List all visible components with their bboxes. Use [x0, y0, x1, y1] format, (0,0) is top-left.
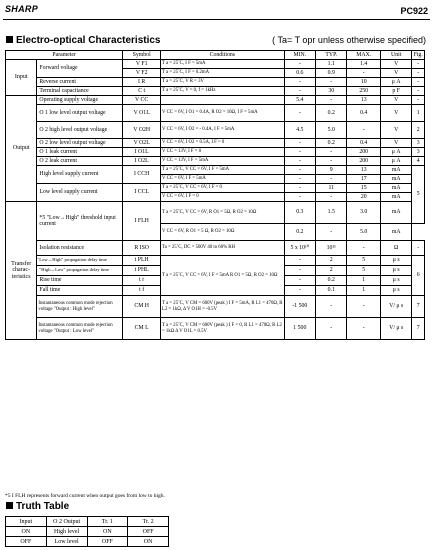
condition-cell: T a = 25˚C, I F = 5mA: [161, 60, 285, 69]
min-cell: -: [284, 276, 315, 286]
max-cell: -: [347, 69, 381, 78]
unit-cell: μ s: [380, 286, 411, 296]
part-number: PC922: [400, 6, 428, 16]
min-cell: -: [284, 157, 315, 166]
min-cell: -: [284, 87, 315, 96]
condition-cell: T a = 25˚C, V CM = 600V (peak ) I F = 0, R L1 = 470Ω, R L2 = 1kΩ Δ V O1L = 0.5V: [161, 318, 285, 340]
table-row: [6, 202, 425, 224]
param-text: "High→Low" propagation delay time: [39, 267, 109, 273]
square-bullet-icon: [6, 36, 13, 43]
truth-table-header: [6, 517, 169, 527]
table-row: [6, 122, 425, 139]
table-header-row: [6, 51, 425, 60]
min-cell: -: [284, 184, 315, 193]
max-cell: -: [347, 296, 381, 318]
condition-cell: T a = 25˚C, V CC = 6V, I F = 5mA: [161, 166, 285, 175]
unit-cell: mA: [380, 202, 411, 224]
param-cell: Instantaneous common mode rejection voltage "Output : Low level": [37, 318, 123, 340]
min-cell: -1 500: [284, 296, 315, 318]
truth-table-title-text: Truth Table: [16, 501, 70, 512]
table-row: [6, 318, 425, 340]
param-cell: Terminal capacitance: [37, 87, 123, 96]
table-cell: ON: [128, 537, 169, 547]
condition-cell: T a = 25˚C, V CC = 6V, R O1 = 5Ω, R O2 = 10Ω: [161, 202, 285, 224]
symbol-cell: I O2L: [123, 157, 161, 166]
condition-cell: T a = 25˚C, V CC = 6V, I F = 5mA R O1 = 5Ω, R O2 = 10Ω: [161, 256, 285, 296]
param-cell: O 1 leak current: [37, 148, 123, 157]
min-cell: -: [284, 175, 315, 184]
fig-cell: 7: [412, 296, 425, 318]
typ-cell: -: [316, 318, 347, 340]
condition-cell: V CC = 6V, I O1 = 0.4A, R O2 = 10Ω, I F = 5mA: [161, 105, 285, 122]
param-cell: *5 "Low→High" threshold input current: [37, 202, 123, 241]
condition-cell: Ta = 25˚C, DC = 500V 40 to 60% RH: [161, 241, 285, 256]
response-param-wrap: [37, 258, 122, 263]
fig-cell: 7: [412, 318, 425, 340]
condition-cell: T a = 25˚C, I F = 0.2mA: [161, 69, 285, 78]
param-cell: [37, 256, 123, 266]
symbol-cell: V O2H: [123, 122, 161, 139]
param-cell: High level supply current: [37, 166, 123, 184]
table-row: [6, 139, 425, 148]
param-cell: O 2 high level output voltage: [37, 122, 123, 139]
fig-cell: 5: [412, 166, 425, 224]
max-cell: 13: [347, 96, 381, 105]
typ-cell: 2: [316, 266, 347, 276]
truth-table-title: [6, 501, 69, 512]
typ-cell: 1.5: [316, 202, 347, 224]
symbol-cell: CM H: [123, 296, 161, 318]
param-cell: Reverse current: [37, 78, 123, 87]
condition-cell: [161, 96, 285, 105]
col-header: Conditions: [161, 51, 285, 60]
table-row: [6, 157, 425, 166]
max-cell: 5: [347, 256, 381, 266]
unit-cell: V/ μ s: [380, 318, 411, 340]
table-row: [6, 78, 425, 87]
unit-cell: mA: [380, 184, 411, 193]
condition-cell: V CC = 6V, R O1 = 5 Ω, R O2 = 10Ω: [161, 224, 285, 241]
max-cell: 5.0: [347, 224, 381, 241]
condition-cell: T a = 25˚C, V = 0, f = 1kHz: [161, 87, 285, 96]
symbol-cell: R ISO: [123, 241, 161, 256]
unit-cell: V: [380, 96, 411, 105]
min-cell: 4.5: [284, 122, 315, 139]
max-cell: 1: [347, 286, 381, 296]
typ-cell: -: [316, 148, 347, 157]
min-cell: -: [284, 286, 315, 296]
fig-cell: 3: [412, 139, 425, 148]
max-cell: 20: [347, 193, 381, 202]
typ-cell: 0.1: [316, 286, 347, 296]
max-cell: 1.4: [347, 60, 381, 69]
param-cell: Operating supply voltage: [37, 96, 123, 105]
col-header: Tr. 1: [87, 517, 128, 527]
typ-cell: -: [316, 296, 347, 318]
symbol-cell: I FLH: [123, 202, 161, 241]
min-cell: -: [284, 105, 315, 122]
table-row: [6, 184, 425, 193]
condition-cell: V CC = 6V, I F = 5mA: [161, 175, 285, 184]
col-header: TYP.: [316, 51, 347, 60]
col-header: Fig.: [413, 51, 423, 58]
brand-logo: SHARP: [5, 4, 39, 14]
min-cell: 0.3: [284, 202, 315, 224]
max-cell: 13: [347, 166, 381, 175]
min-cell: -: [284, 60, 315, 69]
col-header: Input: [6, 517, 47, 527]
max-cell: 10: [347, 78, 381, 87]
truth-table: [5, 516, 169, 547]
symbol-cell: t r: [123, 276, 161, 286]
min-cell: 5.4: [284, 96, 315, 105]
max-cell: 250: [347, 87, 381, 96]
unit-cell: μ s: [380, 266, 411, 276]
section-title: [6, 35, 161, 46]
symbol-cell: V O2L: [123, 139, 161, 148]
unit-cell: μ s: [380, 256, 411, 266]
condition-cell: V CC = 6V, I O2 = 0.5A, I F = 0: [161, 139, 285, 148]
max-cell: 200: [347, 148, 381, 157]
condition-cell: V CC = 13V, I F = 5mA: [161, 157, 285, 166]
symbol-cell: t f: [123, 286, 161, 296]
unit-cell: μ A: [380, 78, 411, 87]
square-bullet-icon: [6, 502, 13, 509]
table-cell: Low level: [46, 537, 87, 547]
condition-cell: V CC = 13V, I F = 0: [161, 148, 285, 157]
table-row: [6, 105, 425, 122]
max-cell: -: [347, 241, 381, 256]
symbol-cell: V CC: [123, 96, 161, 105]
table-cell: OFF: [128, 527, 169, 537]
fig-cell: 6: [412, 256, 425, 296]
symbol-cell: I O1L: [123, 148, 161, 157]
unit-cell: V: [380, 105, 411, 122]
fig-cell: -: [412, 87, 425, 96]
unit-cell: μ A: [380, 148, 411, 157]
typ-cell: 10¹¹: [316, 241, 347, 256]
condition-cell: T a = 25˚C, V R = 3V: [161, 78, 285, 87]
unit-cell: V: [380, 139, 411, 148]
symbol-cell: CM L: [123, 318, 161, 340]
param-cell: Fall time: [37, 286, 123, 296]
max-cell: 1: [347, 276, 381, 286]
symbol-cell: V O1L: [123, 105, 161, 122]
max-cell: 5: [347, 266, 381, 276]
min-cell: -: [284, 148, 315, 157]
unit-cell: V: [380, 122, 411, 139]
table-cell: High level: [46, 527, 87, 537]
page-header: [3, 3, 430, 17]
typ-cell: 0.2: [316, 276, 347, 286]
unit-cell: V: [380, 69, 411, 78]
section-title-text: Electro-optical Characteristics: [16, 35, 161, 46]
unit-cell: V/ μ s: [380, 296, 411, 318]
max-cell: 200: [347, 157, 381, 166]
unit-cell: mA: [380, 166, 411, 175]
max-cell: 0.4: [347, 105, 381, 122]
typ-cell: 2: [316, 256, 347, 266]
param-text: "Low→High" propagation delay time: [37, 257, 107, 263]
fig-cell: -: [412, 69, 425, 78]
symbol-cell: I R: [123, 78, 161, 87]
fig-cell: 1: [412, 105, 425, 122]
param-cell: Rise time: [37, 276, 123, 286]
table-row: [6, 166, 425, 175]
typ-cell: 9: [316, 166, 347, 175]
typ-cell: -: [316, 157, 347, 166]
table-cell: OFF: [6, 537, 47, 547]
min-cell: -: [284, 139, 315, 148]
unit-cell: μ A: [380, 157, 411, 166]
min-cell: 5 x 10¹⁰: [284, 241, 315, 256]
table-row: [6, 527, 169, 537]
header-rule: [3, 19, 430, 20]
table-cell: ON: [6, 527, 47, 537]
typ-cell: 11: [316, 184, 347, 193]
min-cell: -: [284, 166, 315, 175]
param-cell: O 2 low level output voltage: [37, 139, 123, 148]
table-row: [6, 96, 425, 105]
symbol-cell: t PLH: [123, 256, 161, 266]
min-cell: 0.2: [284, 224, 315, 241]
table-row: [6, 60, 425, 69]
param-cell: Forward voltage: [37, 60, 123, 78]
min-cell: -: [284, 78, 315, 87]
table-row: [6, 537, 169, 547]
unit-cell: mA: [380, 224, 411, 241]
fig-cell: -: [412, 241, 425, 256]
table-row: [6, 256, 425, 266]
group-output: Output: [6, 96, 37, 202]
symbol-cell: V F1: [123, 60, 161, 69]
fig-cell: -: [412, 96, 425, 105]
max-cell: -: [347, 122, 381, 139]
typ-cell: -: [316, 193, 347, 202]
typ-cell: -: [316, 96, 347, 105]
symbol-cell: t PHL: [123, 266, 161, 276]
fig-cell: 2: [412, 122, 425, 139]
condition-cell: T a = 25˚C, V CM = 600V (peak ) I F = 5mA, R L1 = 470Ω, R L2 = 1kΩ, Δ V O1H = -0.5V: [161, 296, 285, 318]
symbol-cell: C t: [123, 87, 161, 96]
col-header: MIN.: [284, 51, 315, 60]
min-cell: -: [284, 193, 315, 202]
footnote: *5 I FLH represents forward current when output goes from low to high.: [5, 493, 165, 499]
symbol-cell: I CCL: [123, 184, 161, 202]
max-cell: 0.4: [347, 139, 381, 148]
col-header: Unit: [380, 51, 411, 60]
group-transfer: Transfer charac-teristics: [6, 202, 37, 340]
min-cell: -: [284, 266, 315, 276]
typ-cell: 5.0: [316, 122, 347, 139]
table-row: [6, 296, 425, 318]
condition-cell: T a = 25˚C, V CC = 6V, I F = 0: [161, 184, 285, 193]
param-cell: Isolation resistance: [37, 241, 123, 256]
typ-cell: -: [316, 175, 347, 184]
unit-cell: mA: [380, 193, 411, 202]
param-cell: O 1 low level output voltage: [37, 105, 123, 122]
param-cell: Low level supply current: [37, 184, 123, 202]
fig-cell: 4: [412, 157, 425, 166]
table-row: [6, 241, 425, 256]
fig-cell: -: [412, 60, 425, 69]
min-cell: 0.6: [284, 69, 315, 78]
unit-cell: mA: [380, 175, 411, 184]
typ-cell: -: [316, 78, 347, 87]
param-cell: Instantaneous common mode rejection voltage "Output : High level": [37, 296, 123, 318]
typ-cell: 30: [316, 87, 347, 96]
fig-cell: 3: [412, 148, 425, 157]
col-header: Parameter: [6, 51, 123, 60]
symbol-cell: I CCH: [123, 166, 161, 184]
condition-cell: V CC = 6V, I F = 0: [161, 193, 285, 202]
col-header: Tr. 2: [128, 517, 169, 527]
table-cell: OFF: [87, 537, 128, 547]
unit-cell: p F: [380, 87, 411, 96]
col-header: MAX.: [347, 51, 381, 60]
typ-cell: 0.2: [316, 105, 347, 122]
max-cell: -: [347, 318, 381, 340]
table-row: [6, 148, 425, 157]
col-header: Symbol: [123, 51, 161, 60]
conditions-note: ( Ta= T opr unless otherwise specified): [272, 35, 426, 45]
col-header: O 2 Output: [46, 517, 87, 527]
symbol-cell: V F2: [123, 69, 161, 78]
param-cell: O 2 leak current: [37, 157, 123, 166]
typ-cell: 1.1: [316, 60, 347, 69]
min-cell: 1 500: [284, 318, 315, 340]
table-cell: ON: [87, 527, 128, 537]
max-cell: 3.0: [347, 202, 381, 224]
typ-cell: 0.2: [316, 139, 347, 148]
param-cell: [37, 266, 123, 276]
unit-cell: μ s: [380, 276, 411, 286]
unit-cell: Ω: [380, 241, 411, 256]
min-cell: -: [284, 256, 315, 266]
typ-cell: 0.9: [316, 69, 347, 78]
electro-optical-table: [5, 50, 425, 340]
group-input: Input: [6, 60, 37, 96]
table-row: [6, 87, 425, 96]
max-cell: 15: [347, 184, 381, 193]
condition-cell: V CC = 6V, I O2 = - 0.4A, I F = 5mA: [161, 122, 285, 139]
unit-cell: V: [380, 60, 411, 69]
typ-cell: -: [316, 224, 347, 241]
max-cell: 17: [347, 175, 381, 184]
fig-cell: -: [412, 78, 425, 87]
